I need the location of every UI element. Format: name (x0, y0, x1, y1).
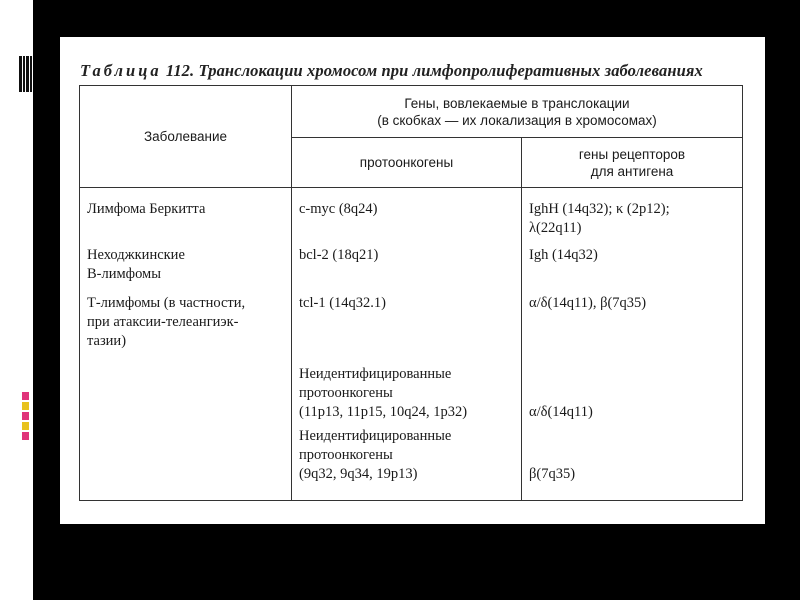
left-decorative-strip (0, 0, 33, 600)
header-protooncogenes: протоонкогены (292, 138, 522, 188)
protooncogene: bcl-2 (18q21) (299, 246, 379, 263)
header-genes-note: (в скобках — их локализация в хромосомах) (377, 112, 657, 128)
receptor-gene: β(7q35) (529, 465, 576, 482)
receptor-gene: α/δ(14q11) (529, 403, 593, 420)
protooncogene: tcl-1 (14q32.1) (299, 294, 386, 311)
header-genes-group (292, 86, 743, 138)
header-receptor-line2: для антигена (590, 163, 674, 179)
disease-name: Неходжкинские (87, 246, 185, 263)
caption-label: Таблица (80, 61, 162, 80)
header-disease: Заболевание (80, 86, 292, 188)
caption-text: 112. Транслокации хромосом при лимфопролиферативных заболеваниях (165, 61, 703, 80)
header-genes-title: Гены, вовлекаемые в транслокации (404, 95, 630, 111)
receptor-gene: Igh (14q32) (529, 246, 598, 263)
protooncogene-loci: (9q32, 9q34, 19p13) (299, 465, 418, 482)
table-row (80, 427, 743, 501)
translocation-table (79, 85, 743, 501)
disease-name-cont: при атаксии-телеангиэк- (87, 313, 239, 330)
disease-name: Т-лимфомы (в частности, (87, 294, 246, 311)
table-row (80, 240, 743, 290)
table-row (80, 188, 743, 240)
color-marks (22, 392, 29, 442)
receptor-gene: IghH (14q32); κ (2p12); (529, 201, 670, 217)
protooncogene-loci: (11p13, 11p15, 10q24, 1p32) (299, 403, 468, 420)
slide-content (60, 37, 765, 524)
disease-name-cont: B-лимфомы (87, 265, 161, 282)
header-receptor-genes (522, 138, 743, 188)
receptor-gene-cont: λ(22q11) (529, 220, 582, 236)
protooncogene: Неидентифицированные (299, 365, 452, 382)
header-receptor-line1: гены рецепторов (578, 146, 686, 162)
table-row (80, 365, 743, 427)
protooncogene-cont: протоонкогены (299, 384, 393, 401)
protooncogene-cont: протоонкогены (299, 446, 393, 463)
receptor-gene: α/δ(14q11), β(7q35) (529, 294, 647, 311)
disease-name-cont: тазии) (87, 332, 127, 349)
protooncogene: c-myc (8q24) (299, 201, 378, 217)
protooncogene: Неидентифицированные (299, 427, 452, 444)
table-row (80, 290, 743, 365)
table-caption (80, 61, 750, 81)
disease-name: Лимфома Беркитта (87, 201, 206, 217)
